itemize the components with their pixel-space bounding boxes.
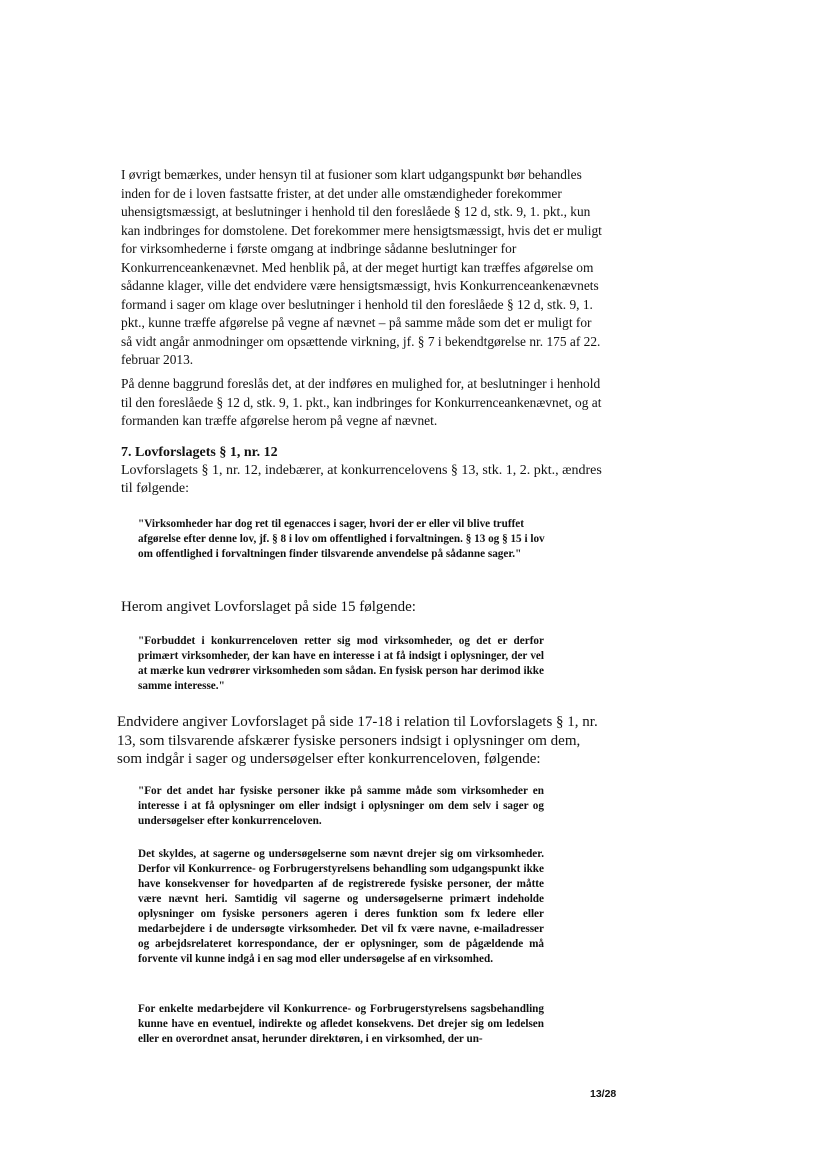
block-quote: For enkelte medarbejdere vil Konkurrence- og Forbrugerstyrelsens sagsbehandling kunne have en eventuel, indirekte og afledet konsekvens. Det drejer sig om ledelsen eller en overordnet ansat, herunder direktøren, i en virksomhed, der un- bbox=[138, 1003, 544, 1045]
block-quote: "Forbuddet i konkurrenceloven retter sig mod virksomheder, og det er derfor primært virksomheder, der kan have en interesse i at få indsigt i oplysninger, der vel at mærke kun vedrører virksomheden som sådan. En fysisk person har derimod ikke samme interesse." bbox=[138, 635, 544, 692]
block-quote: Det skyldes, at sagerne og undersøgelserne som nævnt drejer sig om virksomheder. Derfor vil Konkurrence- og Forbrugerstyrelsens behandling som udgangspunkt ikke have konsekvenser for hovedparten af de registrerede fysiske personer, der måtte være nævnt heri. Samtidig vil sagerne og undersøgelserne primært indeholde oplysninger om fysiske personers ageren i deres funktion som fx ledere eller medarbejdere i de undersøgte virksomheder. Det vil fx være navne, e-mailadresser og arbejdsrelateret korrespondance, der er oplysninger, som de pågældende må forvente vil kunne indgå i en sag mod eller undersøgelse af en virksomhed. bbox=[138, 848, 544, 965]
body-paragraph: På denne baggrund foreslås det, at der indføres en mulighed for, at beslutninger i henhold til den foreslåede § 12 d, stk. 9, 1. pkt., kan indbringes for Konkurrenceankenævnet, og at formanden kan træffe afgørelse herom på vegne af nævnet. bbox=[121, 376, 602, 428]
block-quote: "Virksomheder har dog ret til egenacces i sager, hvori der er eller vil blive truffet afgørelse efter denne lov, jf. § 8 i lov om offentlighed i forvaltningen. § 13 og § 15 i lov om offentlighed i forvaltningen finder tilsvarende anvendelse på sådanne sager." bbox=[138, 518, 545, 560]
body-paragraph: Lovforslagets § 1, nr. 12, indebærer, at konkurrencelovens § 13, stk. 1, 2. pkt., ændres til følgende: bbox=[121, 463, 602, 496]
body-paragraph: Herom angivet Lovforslaget på side 15 følgende: bbox=[121, 599, 416, 615]
body-paragraph: I øvrigt bemærkes, under hensyn til at fusioner som klart udgangspunkt bør behandles inden for de i loven fastsatte frister, at det under alle omstændigheder forekommer uhensigtsmæssigt, at beslutninger i henhold til den foreslåede § 12 d, stk. 9, 1. pkt., kun kan indbringes for domstolene. Det forekommer mere hensigtsmæssigt, hvis det er muligt for virksomhederne i første omgang at indbringe sådanne beslutninger for Konkurrenceankenævnet. Med henblik på, at der meget hurtigt kan træffes afgørelse om sådanne klager, ville det endvidere være hensigtsmæssigt, hvis Konkurrenceankenævnets formand i sager om klage over beslutninger i henhold til den foreslåede § 12 d, stk. 9, 1. pkt., kunne træffe afgørelse på vegne af nævnet – på samme måde som det er muligt for så vidt angår anmodninger om opsættende virkning, jf. § 7 i bekendtgørelse nr. 175 af 22. februar 2013. bbox=[121, 167, 602, 367]
body-paragraph: Endvidere angiver Lovforslaget på side 17-18 i relation til Lovforslagets § 1, nr. 13, som tilsvarende afskærer fysiske personers indsigt i oplysninger om dem, som indgår i sager og undersøgelser efter konkurrenceloven, følgende: bbox=[117, 714, 598, 767]
section-heading: 7. Lovforslagets § 1, nr. 12 bbox=[121, 445, 278, 460]
block-quote: "For det andet har fysiske personer ikke på samme måde som virksomheder en interesse i at få oplysninger om eller indsigt i oplysninger om dem selv i sager og undersøgelser efter konkurrenceloven. bbox=[138, 785, 544, 827]
page-number: 13/28 bbox=[590, 1088, 617, 1100]
